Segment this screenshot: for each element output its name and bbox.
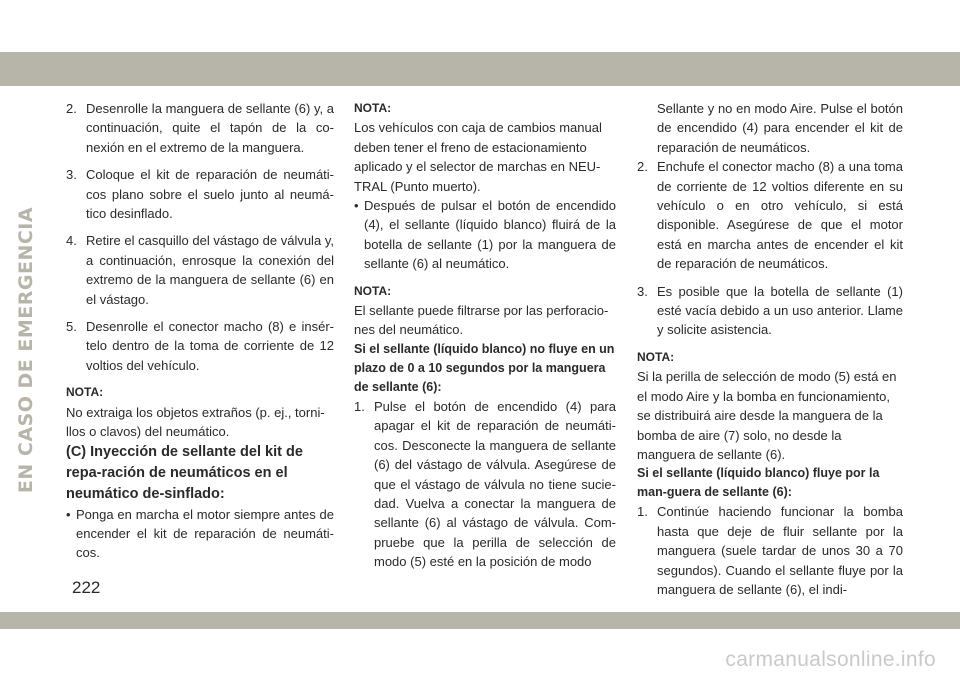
list-item-number: 2. bbox=[637, 159, 648, 175]
chapter-side-title: EN CASO DE EMERGENCIA bbox=[15, 206, 37, 494]
bullet-mark: • bbox=[66, 506, 71, 522]
list-item-text: Es posible que la botella de sellante (1) esté vacía debido a un uso anterior. Llame y solicite asistencia. bbox=[657, 283, 903, 338]
list-item bbox=[637, 502, 903, 599]
list-item-text: Desenrolle el conector macho (8) e insér-telo dentro de la toma de corriente de 12 voltios del vehículo. bbox=[86, 319, 334, 373]
list-item bbox=[66, 99, 334, 157]
sub-heading: Si el sellante (líquido blanco) no fluye en un plazo de 0 a 10 segundos por la manguera de sellante (6): bbox=[354, 341, 615, 394]
list-item-text: Continúe haciendo funcionar la bomba hasta que deje de fluir sellante por la manguera (suele tardar de unos 30 a 70 segundos). Cuando el sellante fluye por la manguera de sellante (6), el indi- bbox=[657, 504, 903, 597]
bullet-text: Ponga en marcha el motor siempre antes de encender el kit de reparación de neumáti-cos. bbox=[76, 506, 334, 561]
list-item bbox=[66, 231, 334, 309]
bullet-mark: • bbox=[354, 198, 359, 214]
list-item bbox=[354, 397, 616, 572]
page-number: 222 bbox=[72, 578, 101, 597]
list-item-number: 5. bbox=[66, 319, 77, 335]
note-text: No extraiga los objetos extraños (p. ej., torni-llos o clavos) del neumático. bbox=[66, 404, 325, 440]
bullet-text: Después de pulsar el botón de encendido (4), el sellante (líquido blanco) fluirá de la botella de sellante (1) por la manguera de sellante (6) al neumático. bbox=[364, 198, 616, 272]
list-item-number: 3. bbox=[66, 167, 77, 183]
list-item-text: Pulse el botón de encendido (4) para apagar el kit de reparación de neumáti-cos. Desconecte la manguera de sellante (6) del vástago de válvula. Asegúrese de que el vástago de válvula no tiene sucie-dad. Vuelva a conectar la manguera de sellante (6) al vástago de válvula. Com-pruebe que la perilla de selección de modo (5) esté en la posición de modo bbox=[374, 398, 616, 570]
list-item bbox=[66, 165, 334, 223]
note-label: NOTA: bbox=[354, 283, 392, 298]
list-item-text: Desenrolle la manguera de sellante (6) y, a continuación, quite el tapón de la co-nexión en el extremo de la manguera. bbox=[86, 101, 334, 155]
bullet-item bbox=[354, 196, 616, 274]
watermark: carmanualsonline.info bbox=[725, 648, 936, 671]
note-text: Si la perilla de selección de modo (5) está en el modo Aire y la bomba en funcionamiento, se distribuirá aire desde la manguera de la bomba de aire (7) solo, no desde la manguera de sellante (6). bbox=[637, 369, 897, 462]
continued-text: Sellante y no en modo Aire. Pulse el botón de encendido (4) para encender el kit de reparación de neumáticos. bbox=[657, 101, 903, 155]
list-item bbox=[66, 317, 334, 375]
list-item-number: 3. bbox=[637, 283, 648, 299]
list-item-number: 1. bbox=[637, 504, 648, 520]
list-item-number: 4. bbox=[66, 233, 77, 249]
list-item-text: Retire el casquillo del vástago de válvula y, a continuación, enrosque la conexión del extremo de la manguera de sellante (6) en el vástago. bbox=[86, 233, 334, 307]
list-item-number: 1. bbox=[354, 398, 365, 414]
note-label: NOTA: bbox=[66, 385, 104, 400]
note-label: NOTA: bbox=[354, 101, 392, 115]
section-heading: (C) Inyección de sellante del kit de repa-ración de neumáticos en el neumático de-sinflado: bbox=[66, 443, 303, 502]
text-column-3 bbox=[637, 99, 903, 607]
list-item-text: Coloque el kit de reparación de neumáti-cos plano sobre el suelo junto al neumá-tico desinflado. bbox=[86, 167, 334, 222]
list-item-text: Enchufe el conector macho (8) a una toma de corriente de 12 voltios diferente en su vehículo o en otro vehículo, si está disponible. Asegúrese de que el motor está en marcha antes de encender el kit de reparación de neumáticos. bbox=[657, 159, 903, 272]
list-item bbox=[637, 157, 903, 273]
note-text: El sellante puede filtrarse por las perforacio-nes del neumático. bbox=[354, 303, 609, 338]
bullet-item bbox=[66, 505, 334, 563]
note-label: NOTA: bbox=[637, 349, 675, 364]
footer-band bbox=[0, 612, 960, 629]
note-text: Los vehículos con caja de cambios manual deben tener el freno de estacionamiento aplicado y el selector de marchas en NEU-TRAL (Punto muerto). bbox=[354, 120, 602, 194]
sub-heading: Si el sellante (líquido blanco) fluye por la man-guera de sellante (6): bbox=[637, 466, 880, 500]
list-item-number: 2. bbox=[66, 101, 77, 116]
text-column-2 bbox=[354, 99, 616, 580]
header-band bbox=[0, 52, 960, 86]
text-column-1 bbox=[66, 99, 334, 571]
list-item bbox=[637, 282, 903, 340]
